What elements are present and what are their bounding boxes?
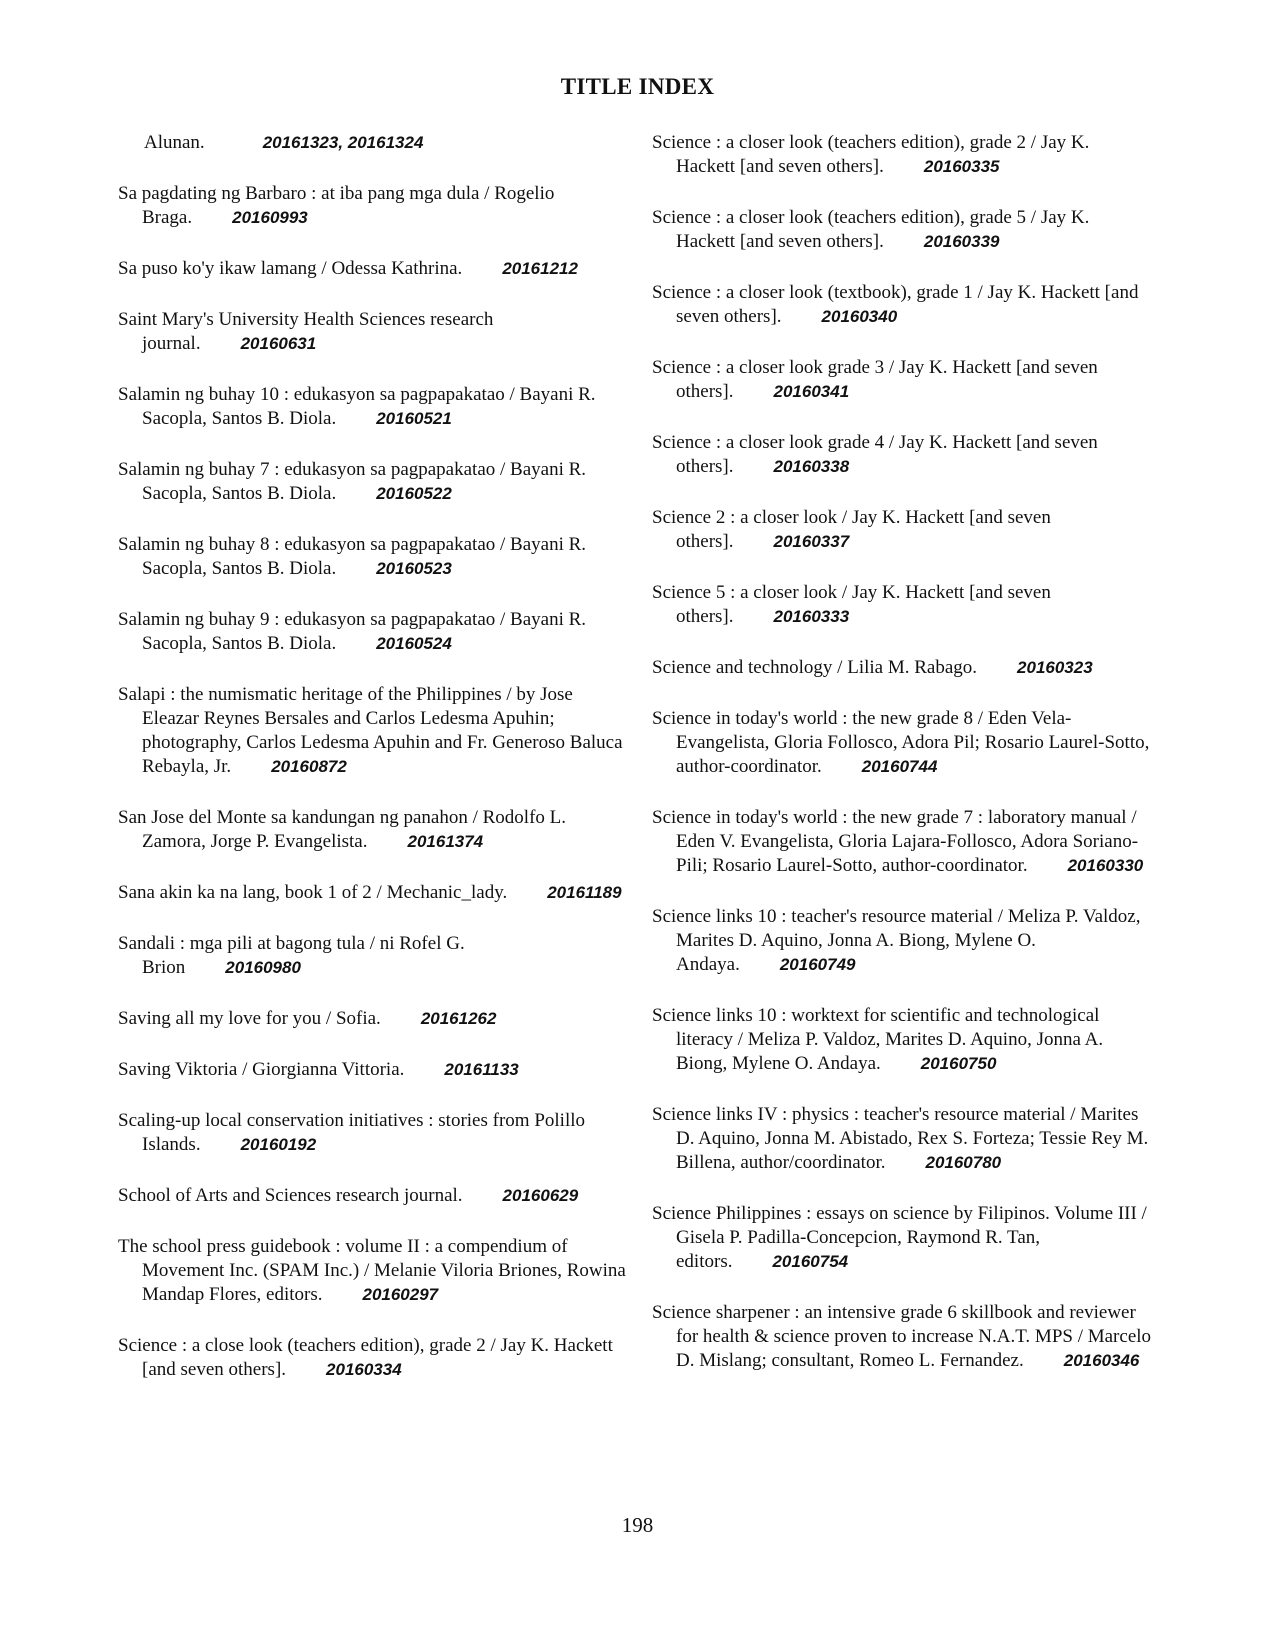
entry-title: Science : a closer look grade 4 / Jay K. Hackett [and seven others]. bbox=[652, 432, 1098, 477]
index-entry bbox=[652, 281, 1152, 329]
index-entry bbox=[652, 1301, 1152, 1373]
entry-number: 20160780 bbox=[925, 1153, 1002, 1172]
entry-title: San Jose del Monte sa kandungan ng panahon / Rodolfo L. Zamora, Jorge P. Evangelista. bbox=[118, 807, 567, 852]
index-entry bbox=[118, 182, 628, 230]
entry-number: 20161212 bbox=[502, 259, 578, 278]
entry-number: 20160872 bbox=[271, 757, 347, 776]
entry-title: Science : a closer look (teachers edition), grade 5 / Jay K. Hackett [and seven others]. bbox=[652, 207, 1090, 252]
entry-title: Science and technology / Lilia M. Rabago. bbox=[652, 657, 978, 678]
index-entry bbox=[652, 431, 1152, 479]
entry-title: Scaling-up local conservation initiatives : stories from Polillo Islands. bbox=[118, 1110, 586, 1155]
entry-number: 20160334 bbox=[326, 1360, 402, 1379]
entry-title: Science 2 : a closer look / Jay K. Hackett [and seven others]. bbox=[652, 507, 1051, 552]
index-entry bbox=[118, 932, 628, 980]
entry-title: Science : a closer look (textbook), grade 1 / Jay K. Hackett [and seven others]. bbox=[652, 282, 1139, 327]
entry-title: Sa puso ko'y ikaw lamang / Odessa Kathrina. bbox=[118, 258, 463, 279]
index-entry bbox=[652, 581, 1152, 629]
entry-number: 20160522 bbox=[376, 484, 452, 503]
entry-number: 20161133 bbox=[444, 1060, 519, 1079]
entry-number: 20160323 bbox=[1017, 658, 1093, 677]
entry-title: The school press guidebook : volume II : a compendium of Movement Inc. (SPAM Inc.) / Melanie Viloria Briones, Rowina Mandap Flores, editors. bbox=[118, 1236, 626, 1305]
entry-number: 20160192 bbox=[240, 1135, 317, 1154]
entry-number: 20160330 bbox=[1067, 856, 1144, 875]
index-entry bbox=[118, 1007, 628, 1031]
index-entry bbox=[652, 206, 1152, 254]
entry-number: 20160980 bbox=[225, 958, 301, 977]
index-entry bbox=[652, 506, 1152, 554]
index-entry bbox=[118, 1235, 628, 1307]
index-entry bbox=[118, 308, 628, 356]
entry-title: Science 5 : a closer look / Jay K. Hackett [and seven others]. bbox=[652, 582, 1051, 627]
entry-title: Science links 10 : worktext for scientific and technological literacy / Meliza P. Valdoz, Marites D. Aquino, Jonna A. Biong, Mylene O. Andaya. bbox=[652, 1005, 1104, 1074]
index-entry bbox=[652, 1103, 1152, 1175]
entry-number: 20161262 bbox=[420, 1009, 497, 1028]
left-column bbox=[118, 131, 628, 1409]
entry-title: Science links IV : physics : teacher's resource material / Marites D. Aquino, Jonna M. Abistado, Rex S. Forteza; Tessie Rey M. Billena, author/coordinator. bbox=[652, 1104, 1149, 1173]
entry-number: 20160333 bbox=[773, 607, 850, 626]
entry-number: 20160340 bbox=[821, 307, 898, 326]
entry-number: 20160524 bbox=[376, 634, 452, 653]
page-title: TITLE INDEX bbox=[560, 74, 715, 99]
entry-number: 20160631 bbox=[240, 334, 317, 353]
entry-title: Alunan. bbox=[144, 132, 205, 153]
entry-title: Saving Viktoria / Giorgianna Vittoria. bbox=[118, 1059, 405, 1080]
index-entry bbox=[652, 905, 1152, 977]
index-entry bbox=[652, 1004, 1152, 1076]
entry-number: 20160521 bbox=[376, 409, 452, 428]
index-entry bbox=[652, 707, 1152, 779]
entry-title: Sa pagdating ng Barbaro : at iba pang mga dula / Rogelio Braga. bbox=[118, 183, 555, 228]
entry-number: 20160523 bbox=[376, 559, 452, 578]
entry-number: 20160629 bbox=[502, 1186, 579, 1205]
index-entry bbox=[652, 356, 1152, 404]
entry-number: 20161323, 20161324 bbox=[262, 133, 424, 152]
index-entry bbox=[652, 1202, 1152, 1274]
entry-number: 20160346 bbox=[1063, 1351, 1140, 1370]
index-entry bbox=[118, 881, 628, 905]
entry-title: School of Arts and Sciences research journal. bbox=[118, 1185, 463, 1206]
entry-title: Sandali : mga pili at bagong tula / ni Rofel G. Brion bbox=[118, 933, 465, 978]
entry-title: Saint Mary's University Health Sciences research journal. bbox=[118, 309, 494, 354]
entry-number: 20160744 bbox=[861, 757, 938, 776]
index-entry bbox=[118, 683, 628, 779]
index-entry bbox=[118, 533, 628, 581]
entry-number: 20160339 bbox=[923, 232, 1000, 251]
entry-title: Science links 10 : teacher's resource material / Meliza P. Valdoz, Marites D. Aquino, Jonna A. Biong, Mylene O. Andaya. bbox=[652, 906, 1141, 975]
index-entry bbox=[118, 131, 628, 155]
entry-title: Salamin ng buhay 8 : edukasyon sa pagpapakatao / Bayani R. Sacopla, Santos B. Diola. bbox=[118, 534, 587, 579]
index-entry bbox=[118, 608, 628, 656]
right-column bbox=[652, 131, 1152, 1400]
index-entry bbox=[652, 806, 1152, 878]
index-entry bbox=[652, 656, 1152, 680]
entry-number: 20161374 bbox=[407, 832, 484, 851]
entry-title: Science : a closer look (teachers edition), grade 2 / Jay K. Hackett [and seven others]. bbox=[652, 132, 1090, 177]
entry-title: Salamin ng buhay 9 : edukasyon sa pagpapakatao / Bayani R. Sacopla, Santos B. Diola. bbox=[118, 609, 587, 654]
page-number: 198 bbox=[621, 1513, 654, 1537]
index-entry bbox=[118, 806, 628, 854]
index-entry bbox=[118, 1058, 628, 1082]
entry-title: Science : a close look (teachers edition), grade 2 / Jay K. Hackett [and seven others]. bbox=[118, 1335, 613, 1380]
entry-title: Sana akin ka na lang, book 1 of 2 / Mechanic_lady. bbox=[118, 882, 508, 903]
entry-number: 20160335 bbox=[923, 157, 1000, 176]
entry-number: 20160750 bbox=[920, 1054, 997, 1073]
entry-title: Science in today's world : the new grade 7 : laboratory manual / Eden V. Evangelista, Gloria Lajara-Follosco, Adora Soriano-Pili; Rosario Laurel-Sotto, author-coordinator. bbox=[652, 807, 1139, 876]
index-entry bbox=[118, 1334, 628, 1382]
index-entry bbox=[118, 383, 628, 431]
entry-title: Science sharpener : an intensive grade 6 skillbook and reviewer for health & science proven to increase N.A.T. MPS / Marcelo D. Mislang; consultant, Romeo L. Fernandez. bbox=[652, 1302, 1152, 1371]
entry-title: Salamin ng buhay 7 : edukasyon sa pagpapakatao / Bayani R. Sacopla, Santos B. Diola. bbox=[118, 459, 587, 504]
entry-number: 20160338 bbox=[773, 457, 850, 476]
entry-title: Science Philippines : essays on science by Filipinos. Volume III / Gisela P. Padilla-Concepcion, Raymond R. Tan, editors. bbox=[652, 1203, 1147, 1272]
index-entry bbox=[118, 1184, 628, 1208]
entry-number: 20160337 bbox=[773, 532, 850, 551]
entry-number: 20161189 bbox=[547, 883, 622, 902]
entry-title: Salamin ng buhay 10 : edukasyon sa pagpapakatao / Bayani R. Sacopla, Santos B. Diola. bbox=[118, 384, 596, 429]
entry-title: Science : a closer look grade 3 / Jay K. Hackett [and seven others]. bbox=[652, 357, 1098, 402]
entry-title: Salapi : the numismatic heritage of the Philippines / by Jose Eleazar Reynes Bersales and Carlos Ledesma Apuhin; photography, Carlos Ledesma Apuhin and Fr. Generoso Baluca Rebayla, Jr. bbox=[118, 684, 623, 777]
index-entry bbox=[652, 131, 1152, 179]
index-entry bbox=[118, 257, 628, 281]
entry-title: Saving all my love for you / Sofia. bbox=[118, 1008, 381, 1029]
entry-title: Science in today's world : the new grade 8 / Eden Vela-Evangelista, Gloria Follosco, Adora Pil; Rosario Laurel-Sotto, author-coordinator. bbox=[652, 708, 1150, 777]
entry-number: 20160341 bbox=[773, 382, 850, 401]
entry-number: 20160749 bbox=[779, 955, 856, 974]
entry-number: 20160993 bbox=[232, 208, 308, 227]
index-entry bbox=[118, 458, 628, 506]
index-entry bbox=[118, 1109, 628, 1157]
entry-number: 20160297 bbox=[362, 1285, 439, 1304]
entry-number: 20160754 bbox=[772, 1252, 849, 1271]
